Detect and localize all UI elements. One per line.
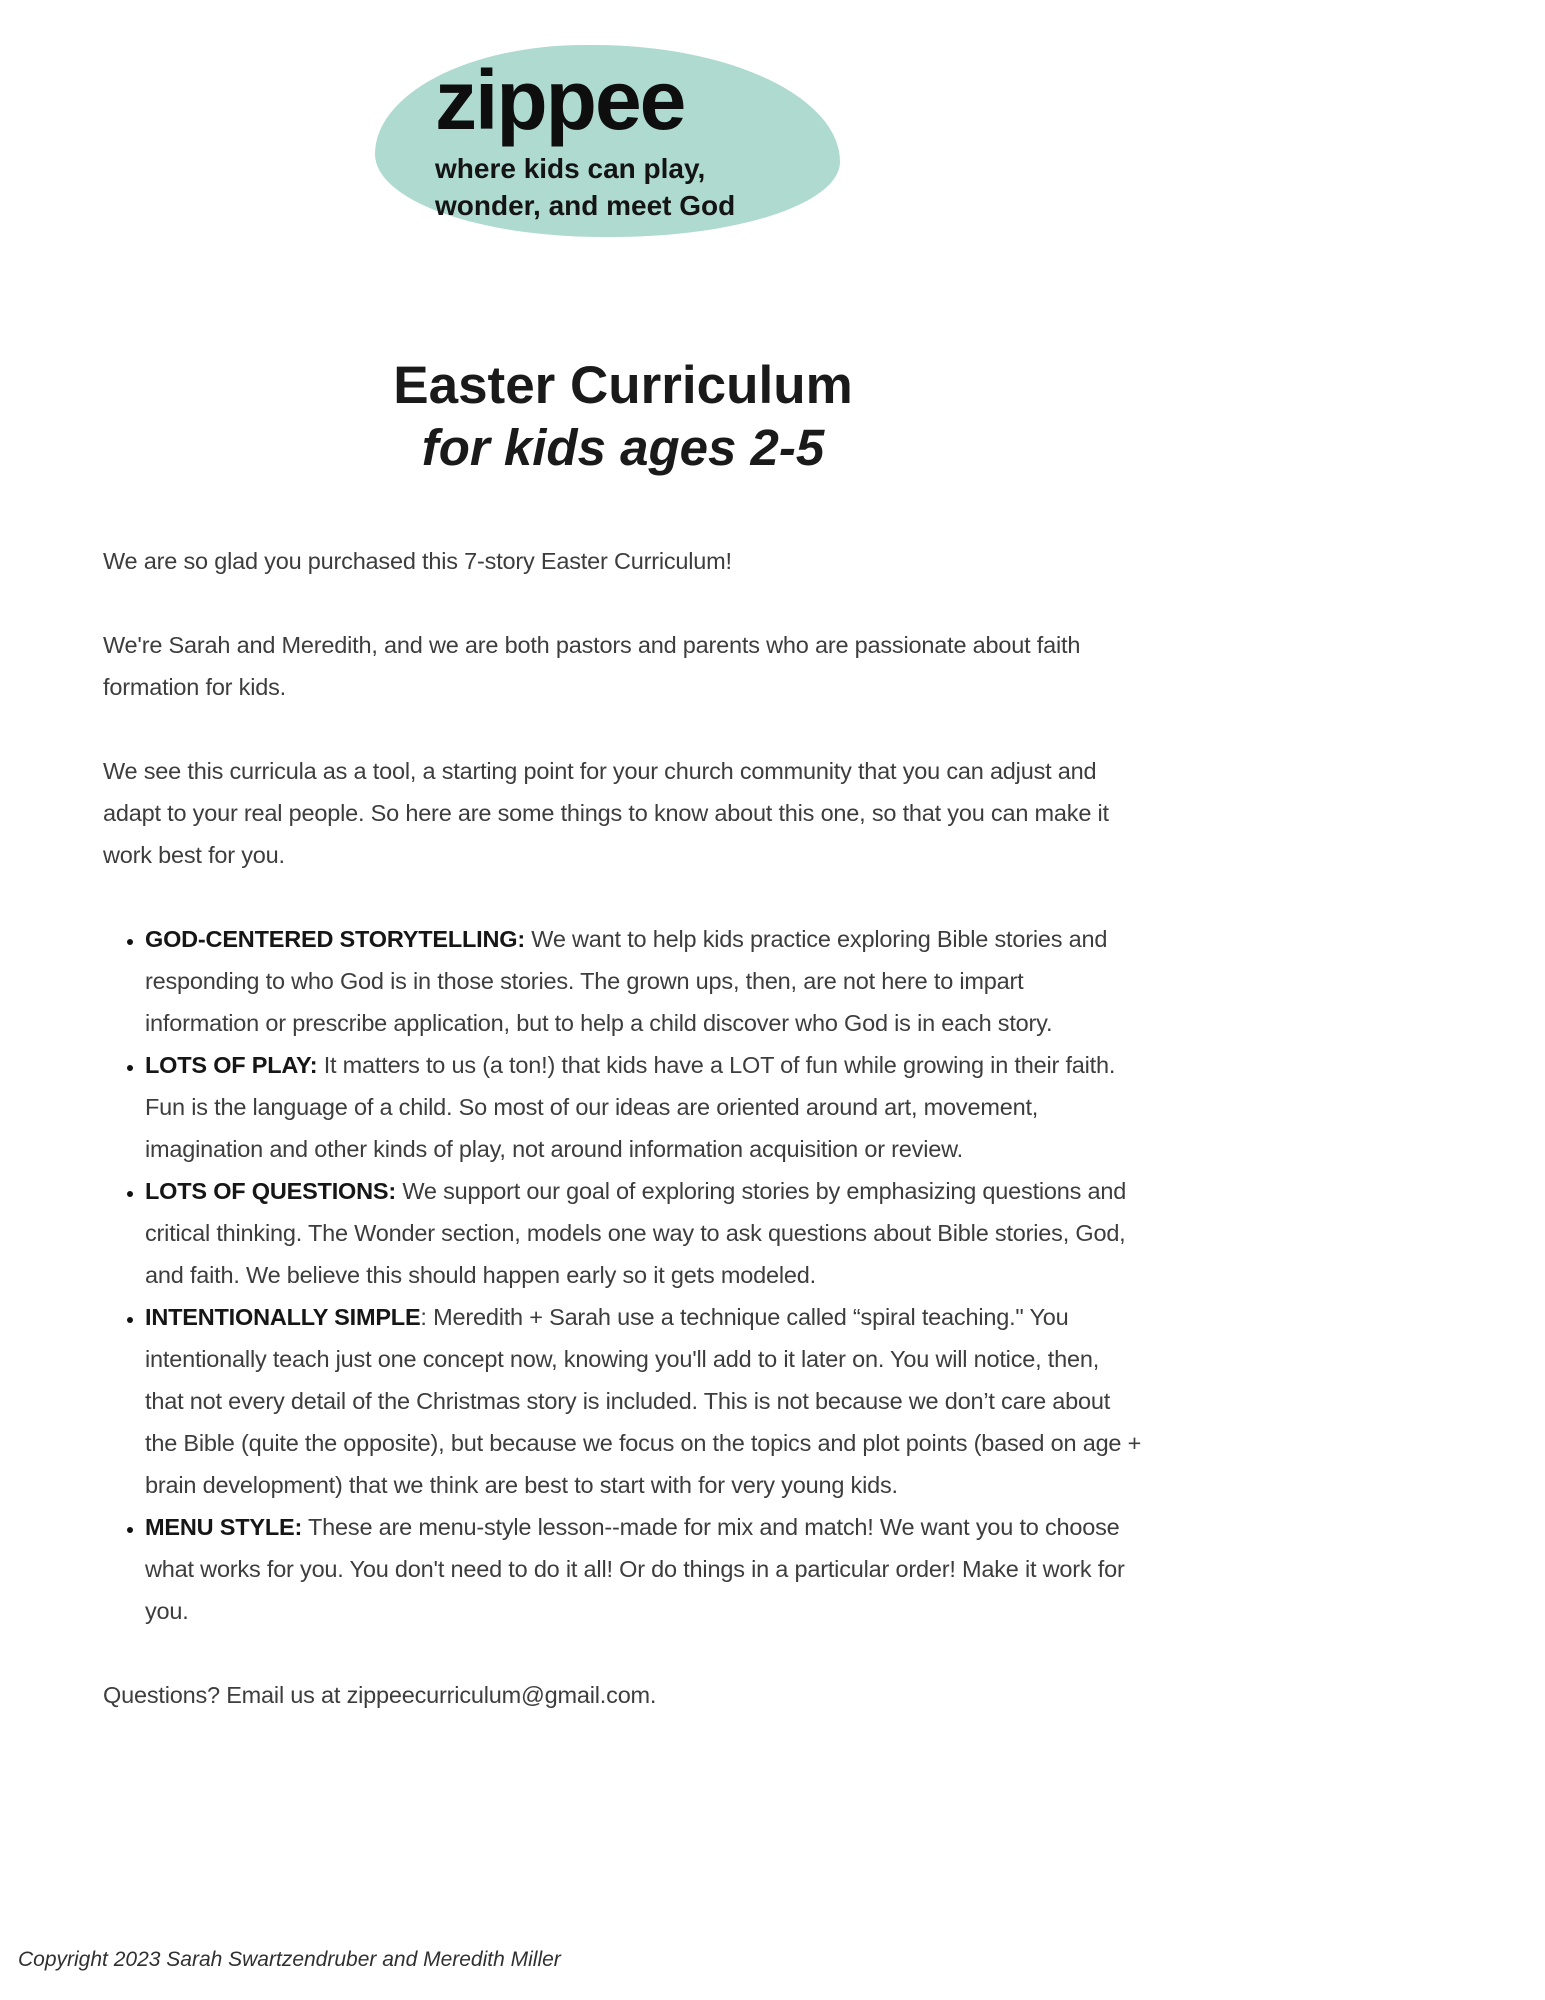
bullet-label: GOD-CENTERED STORYTELLING: [145, 926, 525, 952]
document-body [103, 540, 1143, 1758]
bullet-label: LOTS OF PLAY: [145, 1052, 318, 1078]
bullet-label: LOTS OF QUESTIONS: [145, 1178, 396, 1204]
contact-email-line: Questions? Email us at zippeecurriculum@gmail.com. [103, 1682, 657, 1708]
bullet-text: It matters to us (a ton!) that kids have a LOT of fun while growing in their faith. Fun is the language of a child. So most of our ideas are oriented around art, movement, imagination and other kinds of play, not around information acquisition or review. [145, 1052, 1116, 1162]
title-block [103, 355, 1143, 479]
intro-paragraph-1: We are so glad you purchased this 7-story Easter Curriculum! [103, 548, 732, 574]
logo-tagline-line1: where kids can play, [435, 153, 706, 184]
bullet-intentionally-simple [145, 1296, 1143, 1506]
bullet-god-centered-storytelling [145, 918, 1143, 1044]
bullet-label: INTENTIONALLY SIMPLE [145, 1304, 421, 1330]
page-subtitle: for kids ages 2-5 [421, 419, 825, 476]
intro-paragraph-3: We see this curricula as a tool, a starting point for your church community that you can adjust and adapt to your real people. So here are some things to know about this one, so that you can make it work best for you. [103, 758, 1109, 868]
bullet-text: We want to help kids practice exploring Bible stories and responding to who God is in those stories. The grown ups, then, are not here to impart information or prescribe application, but to help a child discover who God is in each story. [145, 926, 1108, 1036]
bullet-lots-of-play [145, 1044, 1143, 1170]
logo-tagline-line2: wonder, and meet God [435, 190, 736, 221]
bullet-menu-style [145, 1506, 1143, 1632]
bullet-lots-of-questions [145, 1170, 1143, 1296]
logo-blob [375, 45, 840, 237]
logo-wordmark: zippee [435, 53, 685, 147]
bullet-text: We support our goal of exploring stories by emphasizing questions and critical thinking. The Wonder section, models one way to ask questions about Bible stories, God, and faith. We believe this should happen early so it gets modeled. [145, 1178, 1127, 1288]
logo-tagline [435, 150, 840, 224]
bullet-text: These are menu-style lesson--made for mix and match! We want you to choose what works for you. You don't need to do it all! Or do things in a particular order! Make it work for you. [145, 1514, 1125, 1624]
feature-bullet-list [103, 918, 1143, 1632]
intro-paragraph-2: We're Sarah and Meredith, and we are both pastors and parents who are passionate about faith formation for kids. [103, 632, 1081, 700]
page-title: Easter Curriculum [393, 356, 853, 415]
bullet-label: MENU STYLE: [145, 1514, 303, 1540]
copyright-footer: Copyright 2023 Sarah Swartzendruber and Meredith Miller [18, 1948, 561, 1971]
bullet-text: : Meredith + Sarah use a technique called “spiral teaching." You intentionally teach just one concept now, knowing you'll add to it later on. You will notice, then, that not every detail of the Christmas story is included. This is not because we don’t care about the Bible (quite the opposite), but because we focus on the topics and plot points (based on age + brain development) that we think are best to start with for very young kids. [145, 1304, 1142, 1498]
